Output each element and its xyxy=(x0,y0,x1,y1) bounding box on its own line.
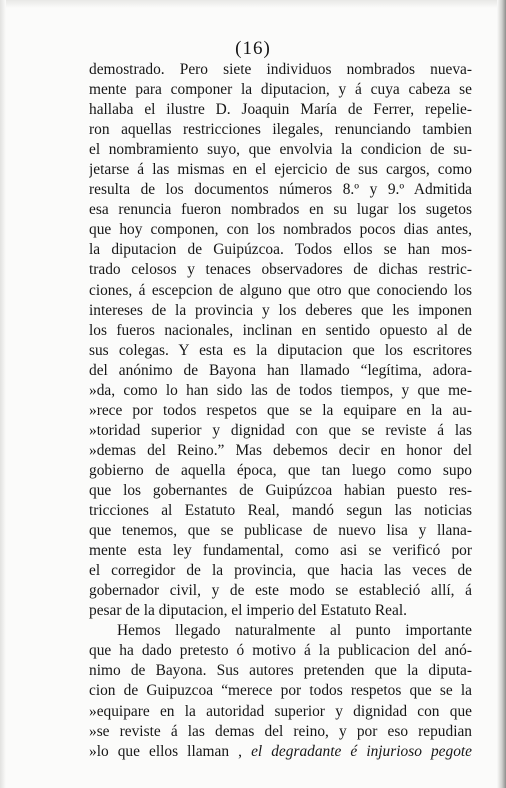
text-line: los fueros nacionales, inclinan en sentido opuesto al de xyxy=(89,321,472,339)
text-line: »rece por todos respetos que se la equipare en la au- xyxy=(89,401,472,419)
text-line: »toridad superior y dignidad con que se reviste á las xyxy=(89,421,472,439)
text-line: del anónimo de Bayona han llamado “legítima, adora- xyxy=(89,361,472,379)
text-line: la diputacion de Guipúzcoa. Todos ellos se han mos- xyxy=(89,241,472,259)
body-text xyxy=(89,60,472,762)
text-line: que tenemos, que se publicase de nuevo lisa y llana- xyxy=(89,522,472,540)
paragraph-end-line: pesar de la diputacion, el imperio del Estatuto Real. xyxy=(89,602,407,620)
text-line: »da, como lo han sido las de todos tiempos, y que me- xyxy=(89,381,472,399)
text-line: gobernador civil, y de este modo se estableció allí, á xyxy=(89,582,472,600)
page-right-edge xyxy=(497,0,506,788)
text-line: sus colegas. Y esta es la diputacion que los escritores xyxy=(89,341,472,359)
text-line: trado celosos y tenaces observadores de dichas restric- xyxy=(89,261,472,279)
text-line: intereses de la provincia y los deberes que les imponen xyxy=(89,301,472,319)
text-line: cion de Guipuzcoa “merece por todos respetos que se la xyxy=(89,682,472,700)
text-line: »se reviste á las demas del reino, y por eso repudian xyxy=(89,722,472,740)
text-line-final xyxy=(89,742,472,762)
text-line: ciones, á escepcion de alguno que otro que conociendo los xyxy=(89,281,472,299)
text-line: mente para componer la diputacion, y á cuya cabeza se xyxy=(89,81,472,99)
final-line-text: »lo que ellos llaman , xyxy=(89,742,242,760)
text-line: jetarse á las mismas en el ejercicio de sus cargos, como xyxy=(89,161,472,179)
text-line: esa renuncia fueron nombrados en su lugar los sugetos xyxy=(89,201,472,219)
text-line: el nombramiento suyo, que envolvia la condicion de su- xyxy=(89,141,472,159)
text-line: hallaba el ilustre D. Joaquin María de Ferrer, repelie- xyxy=(89,101,472,119)
text-line: mente esta ley fundamental, como asi se verificó por xyxy=(89,542,472,560)
text-line: que ha dado pretesto ó motivo á la publicacion del anó- xyxy=(89,642,472,660)
text-line: demostrado. Pero siete individuos nombrados nueva- xyxy=(89,61,472,78)
italic-phrase: el degradante é injurioso pegote xyxy=(251,742,472,760)
text-line: resulta de los documentos números 8.º y 9.º Admitida xyxy=(89,181,472,199)
text-line: nimo de Bayona. Sus autores pretenden que la diputa- xyxy=(89,662,472,680)
text-line: »equipare en la autoridad superior y dignidad con que xyxy=(89,702,472,720)
page-left-shadow xyxy=(0,0,6,788)
text-line: el corregidor de la provincia, que hacia las veces de xyxy=(89,562,472,580)
page-number: (16) xyxy=(235,38,271,59)
text-line: tricciones al Estatuto Real, mandó segun las noticias xyxy=(89,502,472,520)
page-top-shadow xyxy=(0,0,506,8)
text-line: ron aquellas restricciones ilegales, renunciando tambien xyxy=(89,121,472,139)
paragraph-start-line: Hemos llegado naturalmente al punto importante xyxy=(117,622,472,640)
text-line: gobierno de aquella época, que tan luego como supo xyxy=(89,461,472,479)
text-line: que hoy componen, con los nombrados pocos dias antes, xyxy=(89,221,472,239)
text-line: que los gobernantes de Guipúzcoa habian puesto res- xyxy=(89,481,472,499)
text-line: »demas del Reino.” Mas debemos decir en honor del xyxy=(89,441,472,459)
